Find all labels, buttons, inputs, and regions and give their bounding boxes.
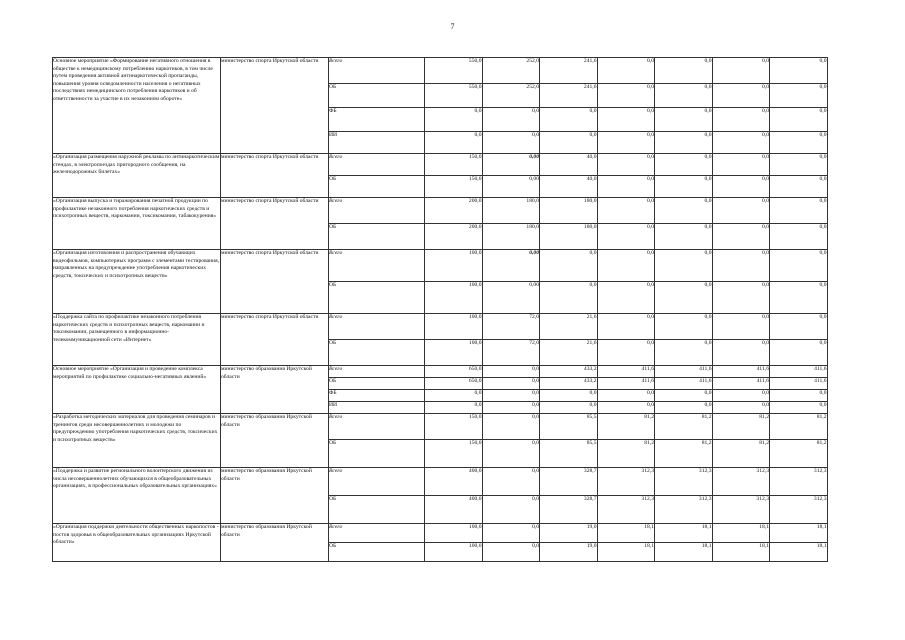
amount-cell: 100,0 — [425, 282, 483, 314]
amount-cell: 0,0 — [712, 390, 770, 402]
amount-cell: 0,0 — [597, 224, 655, 250]
amount-cell: 0,0 — [597, 402, 655, 414]
funding-source: Всего — [329, 154, 425, 176]
measure-name: «Поддержка сайта по профилактике незаконного потребления наркотических средств и психотропных веществ, наркомании и токсикомании, размещенного в информационно-телекоммуникационной сети «Интернет» — [53, 314, 221, 366]
amount-cell: 200,0 — [425, 224, 483, 250]
funding-source: Всего — [329, 524, 425, 543]
amount-cell: 312,3 — [712, 496, 770, 524]
amount-cell: 0,0 — [712, 282, 770, 314]
amount-cell: 0,00 — [482, 176, 540, 198]
amount-cell: 328,7 — [540, 496, 598, 524]
funding-source: Всего — [329, 366, 425, 378]
table-row — [53, 468, 828, 496]
amount-cell: 0,0 — [712, 58, 770, 84]
funding-source: ИИ — [329, 402, 425, 414]
amount-cell: 0,0 — [770, 154, 828, 176]
measure-name: «Организация размещения наружной рекламы по антинаркотическим стендах, в электропоездах пригородного сообщения, на железнодорожных билетах» — [53, 154, 221, 198]
amount-cell: 0,0 — [712, 250, 770, 282]
amount-cell: 0,0 — [540, 402, 598, 414]
amount-cell: 18,1 — [655, 543, 713, 562]
table-row — [53, 414, 828, 440]
amount-cell: 85,5 — [540, 440, 598, 468]
amount-cell: 0,0 — [770, 390, 828, 402]
amount-cell: 100,0 — [425, 340, 483, 366]
executor-name: министерство образования Иркутской области — [221, 468, 329, 524]
amount-cell: 180,0 — [482, 198, 540, 224]
amount-cell: 0,0 — [712, 132, 770, 154]
executor-name: министерство образования Иркутской области — [221, 414, 329, 468]
measure-name: Основное мероприятие «Организация и проведение комплекса мероприятий по профилактике социально-негативных явлений» — [53, 366, 221, 414]
amount-cell: 0,00 — [482, 154, 540, 176]
table-row — [53, 58, 828, 84]
measure-name: «Организация изготовления и распространения обучающих видеофильмов, компьютерных программ с элементами тестирования, направленных на предупреждение употребления наркотических средств, токсических и психотропных веществ» — [53, 250, 221, 314]
amount-cell: 180,0 — [482, 224, 540, 250]
amount-cell: 0,0 — [655, 402, 713, 414]
amount-cell: 0,0 — [425, 132, 483, 154]
amount-cell: 411,6 — [655, 378, 713, 390]
amount-cell: 0,0 — [482, 414, 540, 440]
amount-cell: 0,0 — [655, 314, 713, 340]
amount-cell: 0,0 — [770, 282, 828, 314]
table-row — [53, 198, 828, 224]
amount-cell: 312,3 — [655, 468, 713, 496]
amount-cell: 0,0 — [655, 58, 713, 84]
amount-cell: 0,0 — [597, 58, 655, 84]
funding-source: ФБ — [329, 108, 425, 132]
amount-cell: 0,0 — [597, 314, 655, 340]
amount-cell: 81,2 — [770, 440, 828, 468]
funding-source: ОБ — [329, 176, 425, 198]
amount-cell: 18,1 — [597, 543, 655, 562]
amount-cell: 0,0 — [597, 250, 655, 282]
amount-cell: 200,0 — [425, 198, 483, 224]
amount-cell: 81,2 — [655, 440, 713, 468]
table-row — [53, 154, 828, 176]
amount-cell: 85,5 — [540, 414, 598, 440]
amount-cell: 550,0 — [425, 84, 483, 108]
amount-cell: 411,6 — [770, 378, 828, 390]
funding-source: ФБ — [329, 390, 425, 402]
amount-cell: 433,2 — [540, 366, 598, 378]
amount-cell: 241,6 — [540, 84, 598, 108]
amount-cell: 0,0 — [540, 390, 598, 402]
amount-cell: 18,1 — [770, 524, 828, 543]
amount-cell: 0,0 — [655, 198, 713, 224]
amount-cell: 0,0 — [770, 314, 828, 340]
amount-cell: 150,0 — [425, 414, 483, 440]
amount-cell: 0,0 — [655, 176, 713, 198]
amount-cell: 0,0 — [655, 390, 713, 402]
amount-cell: 0,0 — [482, 468, 540, 496]
measure-name: Основное мероприятие «Формирование негативного отношения в обществе к немедицинскому потреблению наркотиков, в том числе путем проведения активной антинаркотической пропаганды, повышения уровня осведомленности населения о негативных последствиях немедицинского потребления наркотиков и об ответственности за участие в их незаконном обороте» — [53, 58, 221, 154]
amount-cell: 0,0 — [770, 58, 828, 84]
amount-cell: 0,0 — [770, 132, 828, 154]
amount-cell: 18,1 — [712, 524, 770, 543]
amount-cell: 180,0 — [540, 224, 598, 250]
amount-cell: 312,3 — [597, 468, 655, 496]
amount-cell: 0,0 — [712, 340, 770, 366]
amount-cell: 0,0 — [655, 108, 713, 132]
amount-cell: 0,0 — [425, 108, 483, 132]
funding-source: ОБ — [329, 378, 425, 390]
amount-cell: 18,1 — [712, 543, 770, 562]
funding-source: Всего — [329, 198, 425, 224]
budget-table — [52, 57, 828, 562]
funding-source: ИИ — [329, 132, 425, 154]
funding-source: Всего — [329, 250, 425, 282]
amount-cell: 0,0 — [655, 224, 713, 250]
amount-cell: 0,00 — [482, 250, 540, 282]
table-row — [53, 366, 828, 378]
amount-cell: 72,0 — [482, 314, 540, 340]
amount-cell: 0,0 — [712, 108, 770, 132]
amount-cell: 0,0 — [425, 390, 483, 402]
amount-cell: 0,0 — [770, 224, 828, 250]
amount-cell: 0,0 — [540, 108, 598, 132]
funding-source: ОБ — [329, 543, 425, 562]
amount-cell: 100,0 — [425, 250, 483, 282]
amount-cell: 40,0 — [540, 154, 598, 176]
amount-cell: 0,0 — [482, 378, 540, 390]
amount-cell: 0,0 — [597, 340, 655, 366]
funding-source: ОБ — [329, 84, 425, 108]
measure-name: «Поддержка и развитие регионального волонтерского движения из числа несовершеннолетних обучающихся в общеобразовательных организациях, в профессиональных образовательных организациях» — [53, 468, 221, 524]
amount-cell: 21,6 — [540, 340, 598, 366]
amount-cell: 81,2 — [712, 414, 770, 440]
amount-cell: 411,6 — [712, 378, 770, 390]
executor-name: министерство спорта Иркутской области — [221, 198, 329, 250]
amount-cell: 0,0 — [655, 250, 713, 282]
amount-cell: 150,0 — [425, 176, 483, 198]
executor-name: министерство спорта Иркутской области — [221, 58, 329, 154]
funding-source: ОБ — [329, 282, 425, 314]
amount-cell: 0,0 — [482, 132, 540, 154]
amount-cell: 0,0 — [712, 154, 770, 176]
amount-cell: 241,6 — [540, 58, 598, 84]
amount-cell: 650,0 — [425, 378, 483, 390]
amount-cell: 0,0 — [770, 250, 828, 282]
amount-cell: 0,0 — [597, 132, 655, 154]
amount-cell: 0,0 — [597, 176, 655, 198]
amount-cell: 0,0 — [482, 366, 540, 378]
amount-cell: 180,0 — [540, 198, 598, 224]
measure-name: «Организация поддержки деятельности общественных наркопостов - постов здоровья в общеобразовательных организациях Иркутской области» — [53, 524, 221, 562]
executor-name: министерство спорта Иркутской области — [221, 314, 329, 366]
funding-source: Всего — [329, 468, 425, 496]
amount-cell: 100,0 — [425, 524, 483, 543]
table-row — [53, 314, 828, 340]
amount-cell: 0,0 — [770, 84, 828, 108]
amount-cell: 550,0 — [425, 58, 483, 84]
amount-cell: 0,0 — [655, 340, 713, 366]
funding-source: Всего — [329, 414, 425, 440]
amount-cell: 100,0 — [425, 314, 483, 340]
amount-cell: 0,0 — [597, 390, 655, 402]
amount-cell: 150,0 — [425, 154, 483, 176]
table-row — [53, 250, 828, 282]
amount-cell: 411,6 — [712, 366, 770, 378]
amount-cell: 0,0 — [597, 154, 655, 176]
amount-cell: 650,0 — [425, 366, 483, 378]
amount-cell: 0,0 — [655, 132, 713, 154]
amount-cell: 252,0 — [482, 58, 540, 84]
funding-source: ОБ — [329, 440, 425, 468]
amount-cell: 312,3 — [597, 496, 655, 524]
amount-cell: 0,0 — [770, 176, 828, 198]
amount-cell: 0,0 — [540, 282, 598, 314]
amount-cell: 0,0 — [655, 84, 713, 108]
amount-cell: 0,0 — [540, 250, 598, 282]
amount-cell: 21,6 — [540, 314, 598, 340]
executor-name: министерство образования Иркутской области — [221, 524, 329, 562]
amount-cell: 400,0 — [425, 468, 483, 496]
amount-cell: 0,0 — [770, 108, 828, 132]
amount-cell: 0,0 — [712, 402, 770, 414]
amount-cell: 0,00 — [482, 282, 540, 314]
amount-cell: 100,0 — [425, 543, 483, 562]
amount-cell: 0,0 — [597, 198, 655, 224]
amount-cell: 81,2 — [597, 440, 655, 468]
amount-cell: 0,0 — [712, 176, 770, 198]
measure-name: «Организация выпуска и тиражирования печатной продукции по профилактике незаконного потребления наркотических средств и психотропных веществ, наркомании, токсикомании, табакокурения» — [53, 198, 221, 250]
amount-cell: 0,0 — [482, 108, 540, 132]
amount-cell: 411,6 — [597, 366, 655, 378]
amount-cell: 0,0 — [540, 132, 598, 154]
amount-cell: 19,0 — [540, 524, 598, 543]
executor-name: министерство спорта Иркутской области — [221, 250, 329, 314]
executor-name: министерство образования Иркутской области — [221, 366, 329, 414]
amount-cell: 433,2 — [540, 378, 598, 390]
amount-cell: 81,2 — [770, 414, 828, 440]
funding-source: ОБ — [329, 224, 425, 250]
table-row — [53, 524, 828, 543]
amount-cell: 0,0 — [770, 340, 828, 366]
amount-cell: 81,2 — [597, 414, 655, 440]
amount-cell: 0,0 — [712, 84, 770, 108]
amount-cell: 0,0 — [712, 224, 770, 250]
amount-cell: 18,1 — [597, 524, 655, 543]
amount-cell: 150,0 — [425, 440, 483, 468]
amount-cell: 312,3 — [712, 468, 770, 496]
amount-cell: 81,2 — [712, 440, 770, 468]
funding-source: Всего — [329, 58, 425, 84]
amount-cell: 0,0 — [770, 402, 828, 414]
amount-cell: 411,6 — [655, 366, 713, 378]
funding-source: ОБ — [329, 340, 425, 366]
amount-cell: 400,0 — [425, 496, 483, 524]
amount-cell: 0,0 — [597, 84, 655, 108]
amount-cell: 18,1 — [655, 524, 713, 543]
amount-cell: 81,2 — [655, 414, 713, 440]
amount-cell: 252,0 — [482, 84, 540, 108]
amount-cell: 0,0 — [482, 524, 540, 543]
amount-cell: 40,0 — [540, 176, 598, 198]
amount-cell: 0,0 — [770, 198, 828, 224]
amount-cell: 0,0 — [597, 108, 655, 132]
funding-source: Всего — [329, 314, 425, 340]
page-number: 7 — [450, 22, 455, 31]
amount-cell: 328,7 — [540, 468, 598, 496]
amount-cell: 0,0 — [482, 496, 540, 524]
amount-cell: 312,3 — [655, 496, 713, 524]
amount-cell: 19,0 — [540, 543, 598, 562]
amount-cell: 0,0 — [482, 440, 540, 468]
amount-cell: 0,0 — [712, 198, 770, 224]
amount-cell: 0,0 — [482, 402, 540, 414]
amount-cell: 72,0 — [482, 340, 540, 366]
amount-cell: 312,3 — [770, 496, 828, 524]
funding-source: ОБ — [329, 496, 425, 524]
amount-cell: 411,6 — [597, 378, 655, 390]
amount-cell: 0,0 — [712, 314, 770, 340]
amount-cell: 0,0 — [655, 154, 713, 176]
measure-name: «Разработка методических материалов для проведения семинаров и тренингов среди несовершеннолетних и молодежи по предупреждению употребления наркотических средств, токсических и психотропных веществ» — [53, 414, 221, 468]
executor-name: министерство спорта Иркутской области — [221, 154, 329, 198]
amount-cell: 18,1 — [770, 543, 828, 562]
amount-cell: 0,0 — [655, 282, 713, 314]
amount-cell: 411,6 — [770, 366, 828, 378]
amount-cell: 0,0 — [597, 282, 655, 314]
amount-cell: 0,0 — [482, 543, 540, 562]
amount-cell: 312,3 — [770, 468, 828, 496]
amount-cell: 0,0 — [425, 402, 483, 414]
amount-cell: 0,0 — [482, 390, 540, 402]
